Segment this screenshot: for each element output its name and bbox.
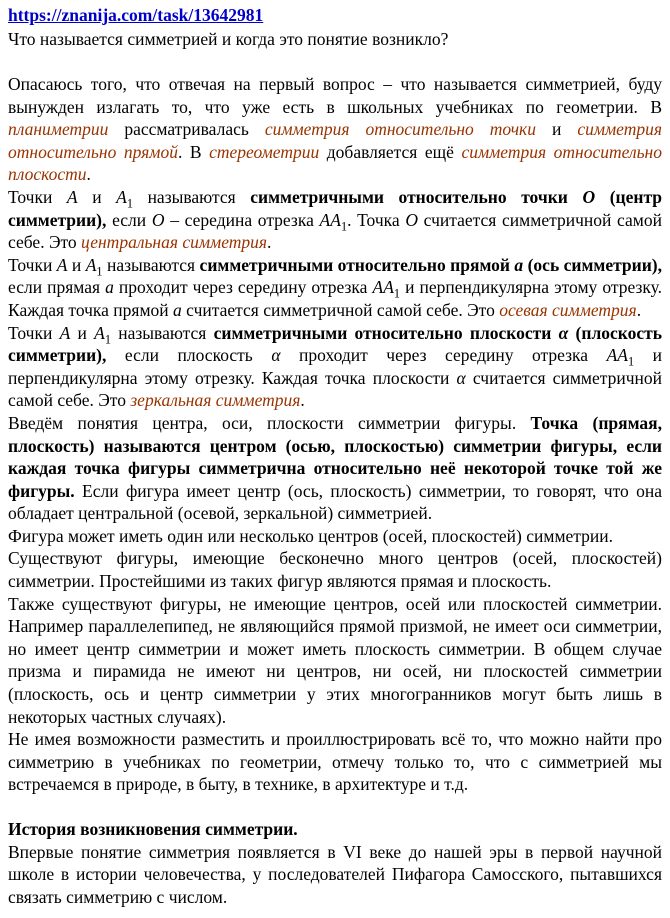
text-run: называются <box>110 322 214 343</box>
text-run: (плоскость симметрии), <box>8 322 662 366</box>
text-run: История возникновения симметрии. <box>8 819 298 839</box>
paragraph <box>8 841 662 909</box>
text-run: – середина отрезка <box>164 209 320 230</box>
paragraph <box>8 254 662 322</box>
text-run: α <box>558 322 569 343</box>
text-run: A <box>59 322 71 343</box>
text-run: . В <box>177 141 210 162</box>
text-run: Точки <box>8 322 60 343</box>
text-run: и перпендикулярна этому отрезку. Каждая точка прямой <box>8 277 662 320</box>
text-run: Введём понятия центра, оси, плоскости симметрии фигуры. <box>8 412 531 433</box>
text-run: симметричными относительно прямой <box>199 254 515 275</box>
text-run: Опасаюсь того, что отвечая на первый вопрос – что называется симметрией, буду вынужден излагать то, что уже есть в школьных учебниках по геометрии. В <box>8 74 662 117</box>
text-run: называются <box>102 254 200 275</box>
text-run: . <box>300 390 305 411</box>
task-link-row <box>8 4 662 26</box>
text-run: 1 <box>340 219 348 234</box>
document-body <box>8 73 662 908</box>
paragraph <box>8 412 662 525</box>
text-run: α <box>456 367 466 388</box>
text-run: считается симметричной самой себе. Это <box>8 367 662 411</box>
text-run: Существуют фигуры, имеющие бесконечно много центров (осей, плоскостей) симметрии. Простейшими из таких фигур являются прямая и плоскость. <box>8 548 662 592</box>
text-run: (ось симметрии), <box>523 254 663 275</box>
text-run: Точка (прямая, плоскость) называются центром (осью, плоскостью) симметрии фигуры, если каждая точка фигуры симметрична относительно неё некоторой точке той же фигуры. <box>8 412 662 501</box>
text-run: центральная симметрия <box>81 232 268 253</box>
paragraph <box>8 73 662 186</box>
text-run: и <box>70 322 95 343</box>
text-run: проходит через середину отрезка <box>280 345 607 366</box>
text-run: и <box>536 119 578 140</box>
text-run: симметричными относительно точки <box>250 186 583 207</box>
text-run: считается симметричной самой себе. Это <box>181 299 500 320</box>
paragraph <box>8 186 662 254</box>
text-run: 1 <box>627 354 635 369</box>
text-run: A <box>94 322 105 343</box>
text-run: a <box>173 299 182 320</box>
text-run: стереометрии <box>209 141 320 162</box>
text-run: если плоскость <box>106 345 272 366</box>
paragraph <box>8 593 662 729</box>
text-run: α <box>271 345 281 366</box>
text-run: Если фигура имеет центр (ось, плоскость) симметрии, то говорят, что она обладает центральной (осевой, зеркальной) симметрией. <box>8 480 662 524</box>
paragraph <box>8 547 662 592</box>
text-run: A <box>85 254 97 275</box>
paragraph <box>8 525 662 548</box>
text-run: 1 <box>104 332 111 347</box>
text-run: если прямая <box>8 277 106 298</box>
text-run: Впервые понятие симметрия появляется в VI веке до нашей эры в первой научной школе в истории человечества, у последователей Пифагора Самосского, пытавшихся связать симметрию с числом. <box>8 841 662 907</box>
text-run: A <box>116 186 127 207</box>
text-run: добавляется ещё <box>319 141 462 162</box>
paragraph <box>8 322 662 412</box>
text-run: симметрия относительно плоскости <box>8 141 662 185</box>
text-run: проходит через середину отрезка <box>113 277 373 298</box>
text-run: 1 <box>96 264 103 279</box>
text-run: симметрия относительно точки <box>264 119 536 140</box>
text-run: Точки <box>8 254 57 275</box>
text-run: осевая симметрия <box>499 299 637 320</box>
text-run: . <box>636 299 642 320</box>
text-run: . <box>267 232 272 253</box>
text-run: 1 <box>126 196 133 211</box>
text-run: a <box>105 277 114 298</box>
text-run: планиметрии <box>8 119 109 140</box>
text-run: O <box>151 209 165 230</box>
text-run: O <box>405 209 418 230</box>
text-run: A <box>56 254 68 275</box>
text-run: O <box>582 186 596 207</box>
text-run: AA <box>372 277 394 298</box>
text-run: и перпендикулярна этому отрезку. Каждая точка плоскости <box>8 345 662 388</box>
text-run: 1 <box>393 286 401 301</box>
paragraph <box>8 728 662 796</box>
text-run: Фигура может иметь один или несколько центров (осей, плоскостей) симметрии. <box>8 525 614 546</box>
text-run: симметрия относительно прямой <box>8 119 662 162</box>
text-run: Точки <box>8 186 67 207</box>
section-heading <box>8 818 662 841</box>
text-run: считается симметричной самой себе. Это <box>8 209 662 253</box>
text-run: . Точка <box>347 209 406 230</box>
text-run: если <box>106 209 152 230</box>
text-run: и <box>77 186 117 207</box>
text-run: AA <box>606 345 628 366</box>
text-run: Не имея возможности разместить и проиллюстрировать всё то, что можно найти про симметрию в учебниках по геометрии, отмечу только то, что с симметрией мы встречаемся в природе, в быту, в технике, в архитектуре и т.д. <box>8 729 662 795</box>
text-run: AA <box>319 209 341 230</box>
question-title: Что называется симметрией и когда это понятие возникло? <box>8 29 449 49</box>
text-run: Также существуют фигуры, не имеющие центров, осей или плоскостей симметрии. Например параллелепипед, не являющийся прямой призмой, не имеет оси симметрии, но имеет центр симметрии и может иметь плоскость симметрии. В общем случае призма и пирамида не имеют ни центров, ни осей, ни плоскостей симметрии (плоскость, ось и центр симметрии у этих многогранников могут быть лишь в некоторых частных случаях). <box>8 593 662 727</box>
text-run: рассматривалась <box>108 119 265 140</box>
text-run: A <box>66 186 78 207</box>
text-run: симметричными относительно плоскости <box>213 322 559 343</box>
text-run: a <box>514 254 524 275</box>
text-run: . <box>86 164 91 185</box>
text-run: называются <box>132 186 251 207</box>
task-link[interactable]: https://znanija.com/task/13642981 <box>8 5 264 25</box>
text-run: и <box>67 254 86 275</box>
text-run: зеркальная симметрия <box>130 390 301 411</box>
text-run: (центр симметрии), <box>8 186 662 230</box>
